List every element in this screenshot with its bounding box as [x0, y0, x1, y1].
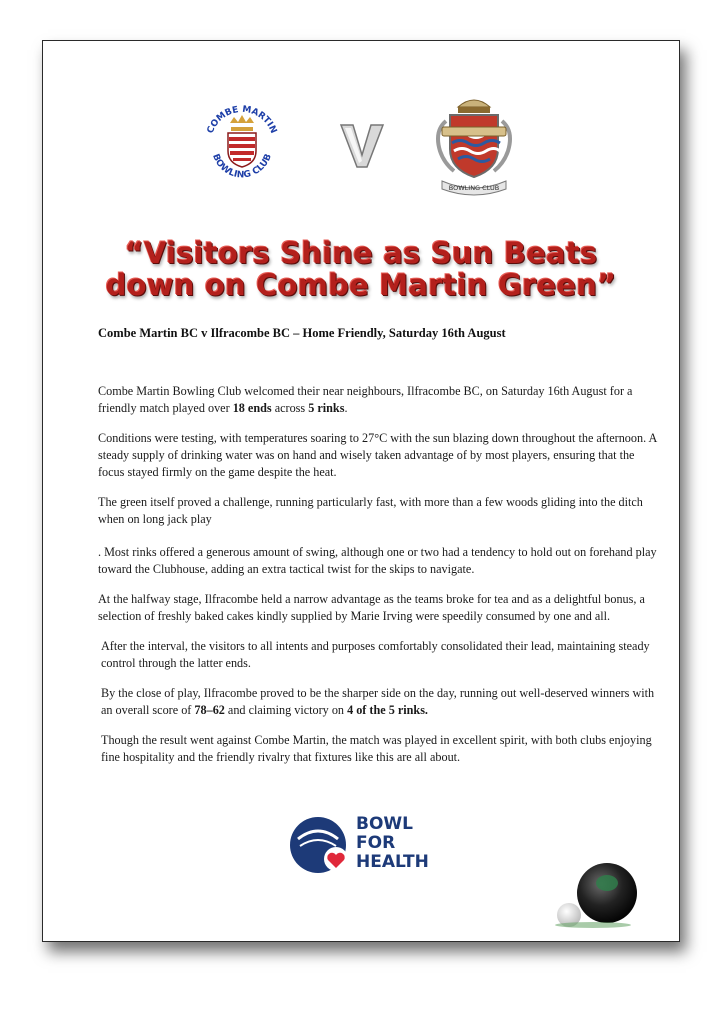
bowl-for-health-logo — [288, 811, 448, 879]
article-body — [98, 383, 658, 779]
home-logo-top-text: COMBE MARTIN — [205, 104, 279, 136]
versus-mark — [339, 121, 385, 171]
p1-ends-bold: 18 ends — [232, 401, 272, 415]
paragraph-interval: After the interval, the visitors to all intents and purposes comfortably consolidated their lead, maintaining steady control through the latter ends. — [101, 639, 650, 670]
away-logo-bottom-text: BOWLING CLUB — [448, 184, 500, 192]
home-logo-bottom-text: BOWLING CLUB — [210, 152, 274, 181]
headline-line-2: down on Combe Martin Green” — [105, 268, 617, 302]
rinks-won-bold: 4 of the 5 rinks. — [347, 703, 428, 717]
paragraph-closing: Though the result went against Combe Martin, the match was played in excellent spirit, with both clubs enjoying fine hospitality and the friendly rivalry that fixtures like this are all about. — [101, 733, 652, 764]
paragraph-rinks: . Most rinks offered a generous amount of swing, although one or two had a tendency to hold out on forehand play toward the Clubhouse, adding an extra tactical twist for the skips to navigate. — [98, 545, 657, 576]
bfh-line-1: BOWL — [356, 814, 413, 834]
p1-rinks-bold: 5 rinks — [308, 401, 345, 415]
paragraph-green: The green itself proved a challenge, running particularly fast, with more than a few woods gliding into the ditch when on long jack play — [98, 495, 643, 526]
final-score-bold: 78–62 — [194, 703, 225, 717]
newsletter-page — [42, 40, 680, 942]
p7-text-a: By the close of play, Ilfracombe proved to be the sharper side on the day, running out well-deserved winners with an overall score of — [101, 686, 655, 717]
bowl-heart-icon — [288, 813, 352, 877]
p7-text-c: and claiming victory on — [224, 703, 348, 717]
p1-text-a: Combe Martin Bowling Club welcomed their near neighbours, Ilfracombe BC, on Saturday 16th August for a friendly match played over — [98, 384, 633, 415]
bowl-for-health-wordmark — [356, 815, 429, 872]
combe-martin-club-logo — [203, 99, 281, 197]
article-headline — [63, 237, 659, 301]
bfh-line-2: FOR — [356, 833, 396, 853]
ilfracombe-club-logo — [428, 91, 520, 199]
headline-line-1: “Visitors Shine as Sun Beats — [124, 236, 598, 270]
p1-text-c: across — [271, 401, 309, 415]
bowls-and-jack-image — [553, 859, 643, 929]
match-subheading: Combe Martin BC v Ilfracombe BC – Home Friendly, Saturday 16th August — [98, 326, 506, 340]
paragraph-result — [98, 685, 658, 719]
bfh-line-3: HEALTH — [356, 852, 429, 872]
paragraph-intro — [98, 383, 658, 417]
paragraph-conditions: Conditions were testing, with temperatures soaring to 27°C with the sun blazing down throughout the afternoon. A steady supply of drinking water was on hand and wisely taken advantage of by most players, ensuring that the focus stayed firmly on the game despite the heat. — [98, 431, 657, 479]
p1-text-e: . — [344, 401, 348, 415]
paragraph-halfway: At the halfway stage, Ilfracombe held a narrow advantage as the teams broke for tea and as a delightful bonus, a selection of freshly baked cakes kindly supplied by Marie Irving were speedily consumed by one and all. — [98, 592, 645, 623]
